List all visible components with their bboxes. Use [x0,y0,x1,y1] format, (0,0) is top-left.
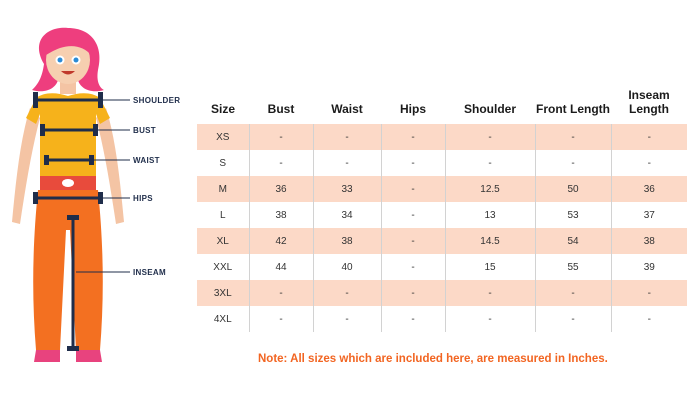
cell-bust: 38 [249,202,313,228]
cell-hips: - [381,124,445,150]
cell-hips: - [381,176,445,202]
table-row [197,124,687,150]
measurement-figure [0,0,200,400]
cell-waist: 38 [313,228,381,254]
cell-size: XL [197,228,249,254]
cell-bust: 42 [249,228,313,254]
cell-front-length: 50 [535,176,611,202]
header-inseam-length: Inseam Length [628,88,670,116]
cell-bust: 36 [249,176,313,202]
cell-bust: - [249,150,313,176]
cell-front-length: - [535,150,611,176]
cell-hips: - [381,254,445,280]
cell-inseam-length: - [611,280,687,306]
table-row [197,228,687,254]
header-waist: Waist [331,102,363,116]
waist-label: WAIST [133,156,160,165]
cell-inseam-length: 36 [611,176,687,202]
cell-waist: 33 [313,176,381,202]
cell-waist: 34 [313,202,381,228]
cell-front-length: 55 [535,254,611,280]
cell-inseam-length: - [611,124,687,150]
cell-bust: - [249,306,313,332]
inseam-label: INSEAM [133,268,166,277]
header-shoulder: Shoulder [463,102,516,116]
woman-figure-illustration [0,0,200,400]
bust-label: BUST [133,126,156,135]
cell-hips: - [381,306,445,332]
cell-shoulder: 12.5 [445,176,535,202]
cell-shoulder: 13 [445,202,535,228]
cell-inseam-length: 37 [611,202,687,228]
cell-waist: - [313,306,381,332]
cell-bust: - [249,280,313,306]
cell-size: 3XL [197,280,249,306]
cell-shoulder: - [445,306,535,332]
cell-inseam-length: 38 [611,228,687,254]
cell-size: XS [197,124,249,150]
table-row [197,202,687,228]
cell-shoulder: 14.5 [445,228,535,254]
table-row [197,150,687,176]
cell-size: M [197,176,249,202]
cell-waist: - [313,280,381,306]
cell-inseam-length: - [611,150,687,176]
header-hips: Hips [399,102,426,116]
header-front-length: Front Length [536,102,610,116]
cell-waist: - [313,124,381,150]
cell-size: 4XL [197,306,249,332]
cell-front-length: - [535,306,611,332]
cell-hips: - [381,150,445,176]
table-row [197,280,687,306]
table-row [197,176,687,202]
cell-size: S [197,150,249,176]
table-row [197,254,687,280]
cell-shoulder: - [445,124,535,150]
table-row [197,306,687,332]
measurement-note: Note: All sizes which are included here, are measured in Inches. [258,353,608,365]
cell-waist: 40 [313,254,381,280]
cell-inseam-length: - [611,306,687,332]
cell-inseam-length: 39 [611,254,687,280]
cell-bust: - [249,124,313,150]
cell-shoulder: - [445,280,535,306]
table-header-row [197,78,687,124]
cell-size: L [197,202,249,228]
cell-hips: - [381,202,445,228]
cell-front-length: - [535,280,611,306]
hips-label: HIPS [133,194,153,203]
cell-bust: 44 [249,254,313,280]
cell-front-length: 53 [535,202,611,228]
cell-waist: - [313,150,381,176]
cell-front-length: - [535,124,611,150]
cell-size: XXL [197,254,249,280]
cell-front-length: 54 [535,228,611,254]
shoulder-label: SHOULDER [133,96,181,105]
header-bust: Bust [267,102,295,116]
cell-hips: - [381,280,445,306]
size-chart-table [197,78,687,332]
cell-shoulder: - [445,150,535,176]
cell-hips: - [381,228,445,254]
header-size: Size [210,102,235,116]
cell-shoulder: 15 [445,254,535,280]
